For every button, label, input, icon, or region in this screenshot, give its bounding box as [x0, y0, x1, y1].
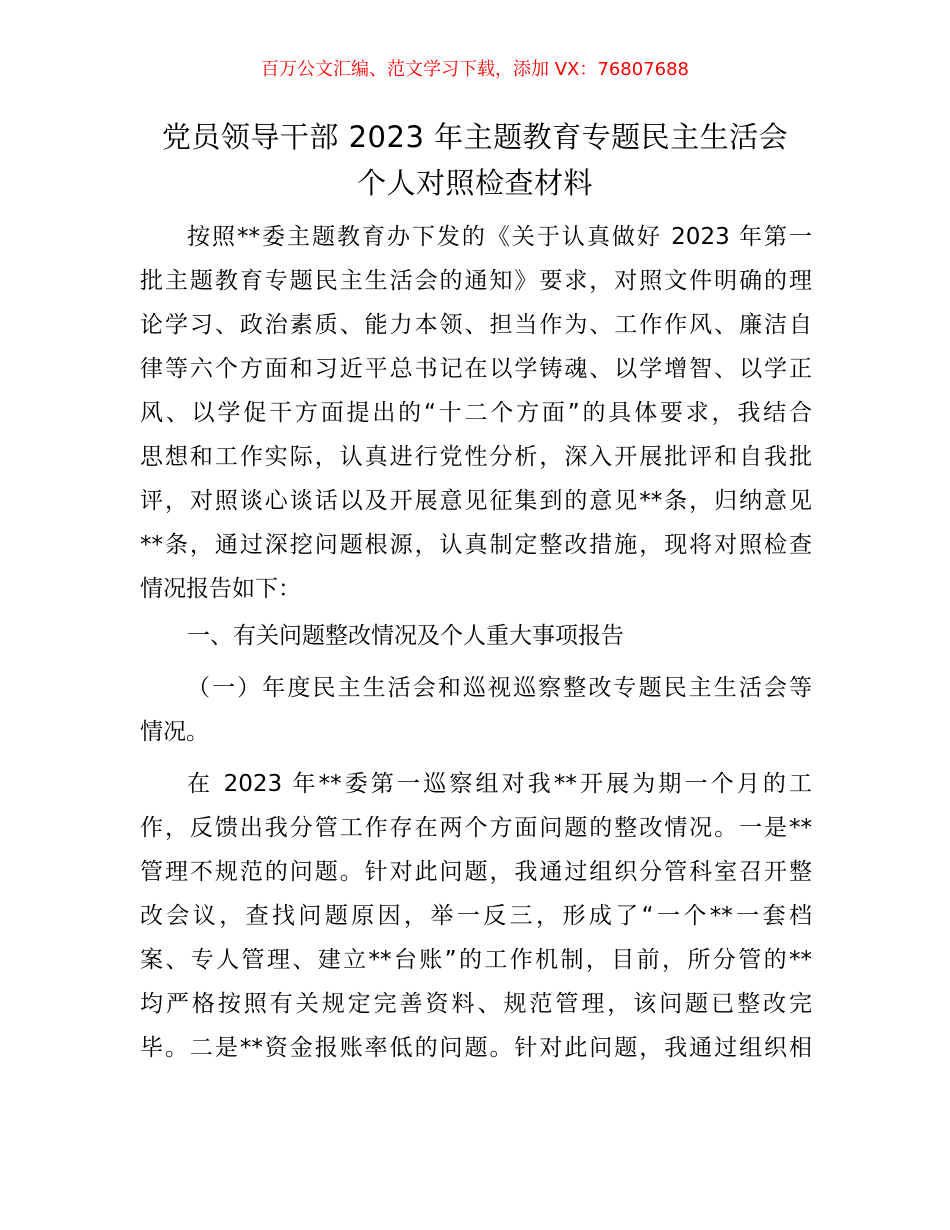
- paragraph-line: 在 2023 年**委第一巡察组对我**开展为期一个月的工: [187, 771, 812, 797]
- subsection-line: 情况。: [140, 719, 209, 745]
- intro-line: **条，通过深挖问题根源，认真制定整改措施，现将对照检查: [140, 532, 812, 558]
- intro-line: 风、以学促干方面提出的“十二个方面”的具体要求，我结合: [140, 400, 812, 426]
- watermark-header: 百万公文汇编、范文学习下载，添加 VX：76807688: [261, 59, 689, 80]
- subsection-line: （一）年度民主生活会和巡视巡察整改专题民主生活会等: [187, 675, 812, 701]
- paragraph-line: 作，反馈出我分管工作存在两个方面问题的整改情况。一是**: [140, 815, 812, 841]
- section-heading: 一、有关问题整改情况及个人重大事项报告: [187, 623, 624, 649]
- paragraph-line: 均严格按照有关规定完善资料、规范管理，该问题已整改完: [140, 991, 812, 1017]
- intro-line: 按照**委主题教育办下发的《关于认真做好 2023 年第一: [187, 224, 812, 250]
- intro-line: 论学习、政治素质、能力本领、担当作为、工作作风、廉洁自: [140, 312, 812, 338]
- paragraph-line: 毕。二是**资金报账率低的问题。针对此问题，我通过组织相: [140, 1035, 812, 1061]
- title-line: 党员领导干部 2023 年主题教育专题民主生活会: [161, 120, 789, 154]
- intro-line: 评，对照谈心谈话以及开展意见征集到的意见**条，归纳意见: [140, 488, 812, 514]
- paragraph-line: 管理不规范的问题。针对此问题，我通过组织分管科室召开整: [140, 859, 812, 885]
- intro-line: 律等六个方面和习近平总书记在以学铸魂、以学增智、以学正: [140, 356, 812, 382]
- document-title: [100, 114, 850, 206]
- paragraph-line: 改会议，查找问题原因，举一反三，形成了“一个**一套档: [140, 903, 812, 929]
- intro-line: 批主题教育专题民主生活会的通知》要求，对照文件明确的理: [140, 268, 812, 294]
- intro-line: 情况报告如下：: [140, 576, 301, 602]
- paragraph-line: 案、专人管理、建立**台账”的工作机制，目前，所分管的**: [140, 947, 812, 973]
- title-line: 个人对照检查材料: [356, 166, 593, 200]
- intro-line: 思想和工作实际，认真进行党性分析，深入开展批评和自我批: [140, 444, 812, 470]
